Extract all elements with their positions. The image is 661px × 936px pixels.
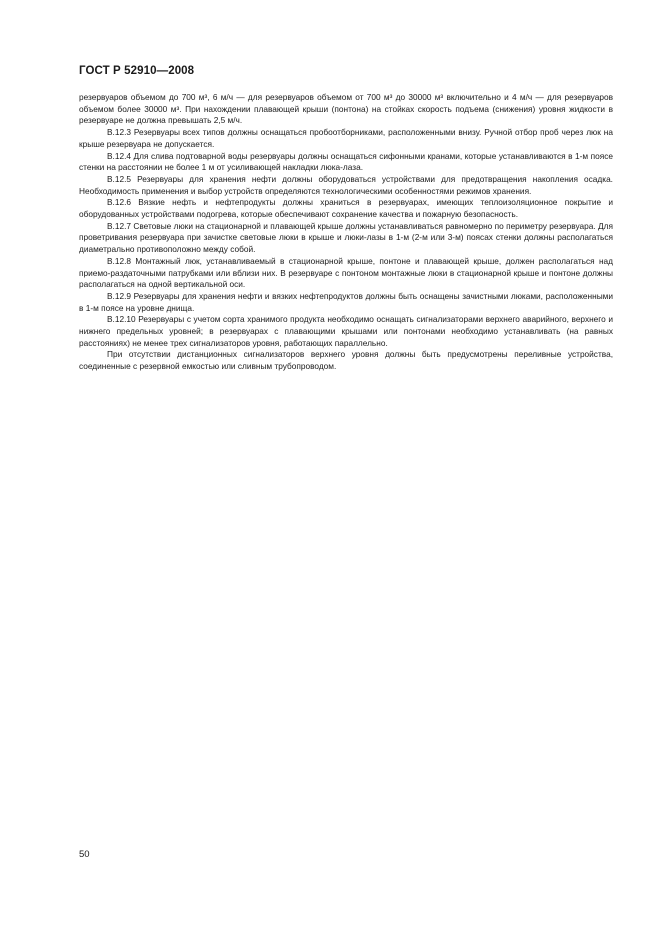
paragraph-v-12-7: В.12.7 Световые люки на стационарной и плавающей крыше должны устанавливаться равномерно по периметру резервуара. Для проветривания резервуара при зачистке световые люки в крыше и люки-лазы в 1-м (2-м или 3-м) поясах стенки должны располагаться диаметрально противоположно между собой.	[79, 220, 613, 255]
paragraph-v-12-10: В.12.10 Резервуары с учетом сорта хранимого продукта необходимо оснащать сигнализаторами верхнего аварийного, верхнего и нижнего предельных уровней; в резервуарах с плавающими крышами или понтонами необходимо устанавливать (на равных расстояниях) не менее трех сигнализаторов уровня, работающих параллельно.	[79, 314, 613, 348]
paragraph-v-12-5: В.12.5 Резервуары для хранения нефти должны оборудоваться устройствами для предотвращения накопления осадка. Необходимость применения и выбор устройств определяются технологическими особенностями режимов хранения.	[79, 173, 613, 196]
paragraph-v-12-9: В.12.9 Резервуары для хранения нефти и вязких нефтепродуктов должны быть оснащены зачистными люками, расположенными в 1-м поясе на уровне днища.	[79, 290, 613, 313]
paragraph-v-12-3: В.12.3 Резервуары всех типов должны оснащаться пробоотборниками, расположенными внизу. Ручной отбор проб через люк на крыше резервуара не допускается.	[79, 127, 613, 149]
paragraph-v-12-8: В.12.8 Монтажный люк, устанавливаемый в стационарной крыше, понтоне и плавающей крыше, должен располагаться над приемо-раздаточными патрубками или вблизи них. В резервуаре с понтоном монтажные люки в стационарной крыше и понтоне должны располагаться на одной вертикальной оси.	[79, 255, 613, 290]
paragraph-v-12-4: В.12.4 Для слива подтоварной воды резервуары должны оснащаться сифонными кранами, которые устанавливаются в 1-м поясе стенки на расстоянии не более 1 м от усиливающей накладки люка-лаза.	[79, 150, 613, 173]
page-number: 50	[79, 849, 90, 860]
paragraph: резервуаров объемом до 700 м³, 6 м/ч — для резервуаров объемом от 700 м³ до 30000 м³ включительно и 4 м/ч — для резервуаров объемом более 30000 м³. При нахождении плавающей крыши (понтона) на стойках скорость подъема (снижения) уровня жидкости в резервуаре не должна превышать 2,5 м/ч.	[79, 92, 613, 126]
paragraph-overflow-devices: При отсутствии дистанционных сигнализаторов верхнего уровня должны быть предусмотрены переливные устройства, соединенные с резервной емкостью или сливным трубопроводом.	[79, 349, 613, 372]
page-header-doc-id: ГОСТ Р 52910—2008	[79, 65, 195, 77]
document-body	[79, 92, 613, 373]
paragraph-v-12-6: В.12.6 Вязкие нефть и нефтепродукты должны храниться в резервуарах, имеющих теплоизоляционное покрытие и оборудованных устройствами подогрева, которые обеспечивают сохранение качества и пожарную безопасность.	[79, 197, 613, 220]
